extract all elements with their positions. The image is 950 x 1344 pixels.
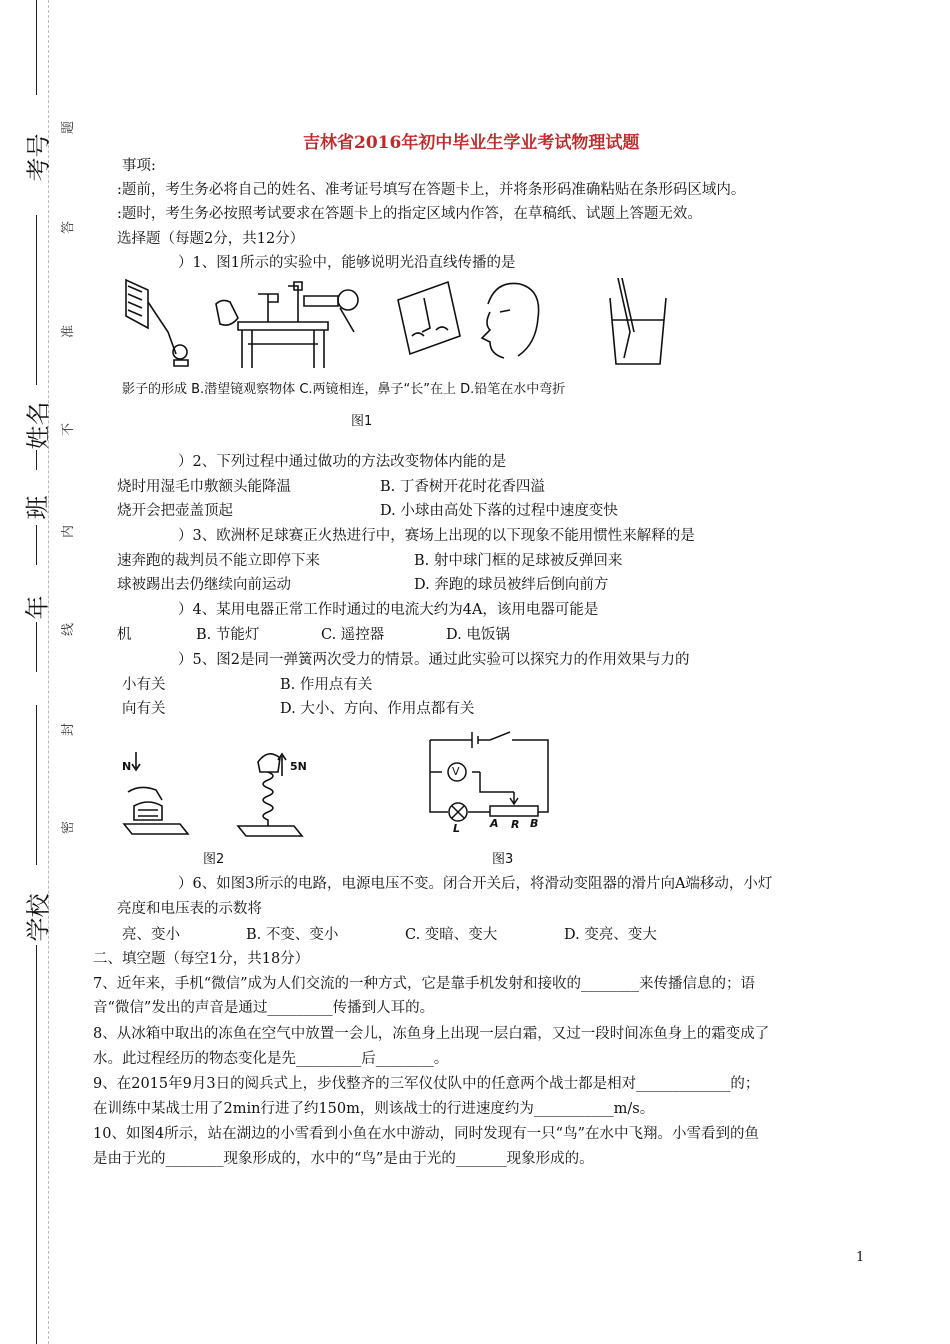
question-stem: ）3、欧洲杯足球赛正火热进行中，赛场上出现的以下现象不能用惯性来解释的是 <box>178 528 695 544</box>
margin-label-exam-no: 考号 <box>24 133 53 182</box>
terminal-b-label: B <box>530 817 539 830</box>
figure-2-label: 图2 <box>203 852 225 867</box>
option-c: C. 遥控器 <box>321 627 385 643</box>
margin-seal-char: 题 <box>61 120 77 135</box>
option-c: 烧开会把壶盖顶起 <box>117 503 233 519</box>
margin-line <box>36 450 37 470</box>
voltmeter-label: V <box>452 765 460 778</box>
question-stem: ）6、如图3所示的电路，电源电压不变。闭合开关后，将滑动变阻器的滑片向A端移动，小灯 <box>178 876 773 892</box>
margin-seal-char: 不 <box>61 422 77 437</box>
margin-seal-char: 准 <box>61 324 77 339</box>
rheostat-label: R <box>511 818 520 831</box>
question-line: 9、在2015年9月3日的阅兵式上，步伐整齐的三军仪仗队中的任意两个战士都是相对_____________的； <box>93 1076 760 1092</box>
margin-label-school: 学校 <box>24 893 53 942</box>
question-line: 在训练中某战士用了2min行进了约150m，则该战士的行进速度约为___________m/s。 <box>93 1101 655 1117</box>
option-d: D. 大小、方向、作用点都有关 <box>280 701 475 717</box>
figure-1-captions: 影子的形成 B.潜望镜观察物体 C.两镜相连，鼻子“长”在上 D.铅笔在水中弯折 <box>122 382 566 397</box>
option-d: D. 变亮、变大 <box>564 927 657 943</box>
question-line: 8、从冰箱中取出的冻鱼在空气中放置一会儿，冻鱼身上出现一层白霜，又过一段时间冻鱼身上的霜变成了 <box>93 1026 770 1042</box>
question-stem: ）2、下列过程中通过做功的方法改变物体内能的是 <box>178 454 507 470</box>
option-d: D. 奔跑的球员被绊后倒向前方 <box>414 577 609 593</box>
question-stem: ）1、图1所示的实验中，能够说明光沿直线传播的是 <box>178 255 516 271</box>
figure-2 <box>118 740 318 840</box>
margin-line <box>36 705 37 865</box>
margin-seal-char: 内 <box>61 524 77 539</box>
margin-line <box>36 0 37 95</box>
notes-heading: 事项: <box>122 158 156 174</box>
option-a: 机 <box>117 627 132 643</box>
question-stem: ）4、某用电器正常工作时通过的电流大约为4A，该用电器可能是 <box>178 602 599 618</box>
figure-1 <box>118 272 718 372</box>
section-heading: 选择题（每题2分，共12分） <box>117 231 305 247</box>
figure-3-label: 图3 <box>492 852 514 867</box>
margin-seal-char: 封 <box>61 722 77 737</box>
section-heading: 二、填空题（每空1分，共18分） <box>93 951 310 967</box>
option-b: B. 不变、变小 <box>246 927 339 943</box>
figure-1-label: 图1 <box>351 414 373 429</box>
margin-line <box>36 945 37 1344</box>
option-a: 亮、变小 <box>122 927 180 943</box>
margin-line <box>36 622 37 672</box>
margin-seal-char: 答 <box>61 220 77 235</box>
terminal-a-label: A <box>490 817 499 830</box>
figure-2-force-right: 5N <box>290 760 307 773</box>
exam-title: 吉林省2016年初中毕业生学业考试物理试题 <box>303 133 640 153</box>
option-b: B. 作用点有关 <box>280 677 373 693</box>
lamp-label: L <box>453 822 461 835</box>
option-a: 烧时用湿毛巾敷额头能降温 <box>117 479 291 495</box>
option-b: B. 丁香树开花时花香四溢 <box>380 479 545 495</box>
margin-seal-char: 密 <box>61 820 77 835</box>
binding-margin-rule <box>48 0 49 1344</box>
margin-seal-char: 线 <box>61 622 77 637</box>
option-c: 球被踢出去仍继续向前运动 <box>117 577 291 593</box>
option-c: 向有关 <box>122 701 166 717</box>
option-a: 速奔跑的裁判员不能立即停下来 <box>117 553 320 569</box>
option-b: B. 射中球门框的足球被反弹回来 <box>414 553 623 569</box>
margin-line <box>36 215 37 385</box>
option-c: C. 变暗、变大 <box>405 927 498 943</box>
question-line: 7、近年来，手机“微信”成为人们交流的一种方式，它是靠手机发射和接收的________来传播信息的；语 <box>93 976 756 992</box>
option-d: D. 电饭锅 <box>446 627 510 643</box>
option-a: 小有关 <box>122 677 166 693</box>
question-stem: ）5、图2是同一弹簧两次受力的情景。通过此实验可以探究力的作用效果与力的 <box>178 652 690 668</box>
margin-label-name: 姓名 <box>24 401 53 450</box>
question-line: 是由于光的________现象形成的，水中的“鸟”是由于光的_______现象形成的。 <box>93 1151 594 1167</box>
figure-2-force-left: N <box>122 760 132 773</box>
option-b: B. 节能灯 <box>196 627 260 643</box>
question-stem-cont: 亮度和电压表的示数将 <box>117 901 262 917</box>
margin-label-class: 班 <box>23 495 52 520</box>
question-line: 10、如图4所示，站在湖边的小雪看到小鱼在水中游动，同时发现有一只“鸟”在水中飞翔。小雪看到的鱼 <box>93 1126 759 1142</box>
margin-line <box>36 525 37 565</box>
question-line: 水。此过程经历的物态变化是先_________后________。 <box>93 1051 449 1067</box>
page-number: 1 <box>856 1250 865 1265</box>
question-line: 音“微信”发出的声音是通过_________传播到人耳的。 <box>93 1000 435 1016</box>
notes-line: :题时，考生务必按照考试要求在答题卡上的指定区域内作答，在草稿纸、试题上答题无效。 <box>117 206 702 222</box>
margin-label-grade: 年 <box>23 595 52 620</box>
notes-line: :题前，考生务必将自己的姓名、准考证号填写在答题卡上，并将条形码准确粘贴在条形码区域内。 <box>117 182 746 198</box>
option-d: D. 小球由高处下落的过程中速度变快 <box>380 503 618 519</box>
